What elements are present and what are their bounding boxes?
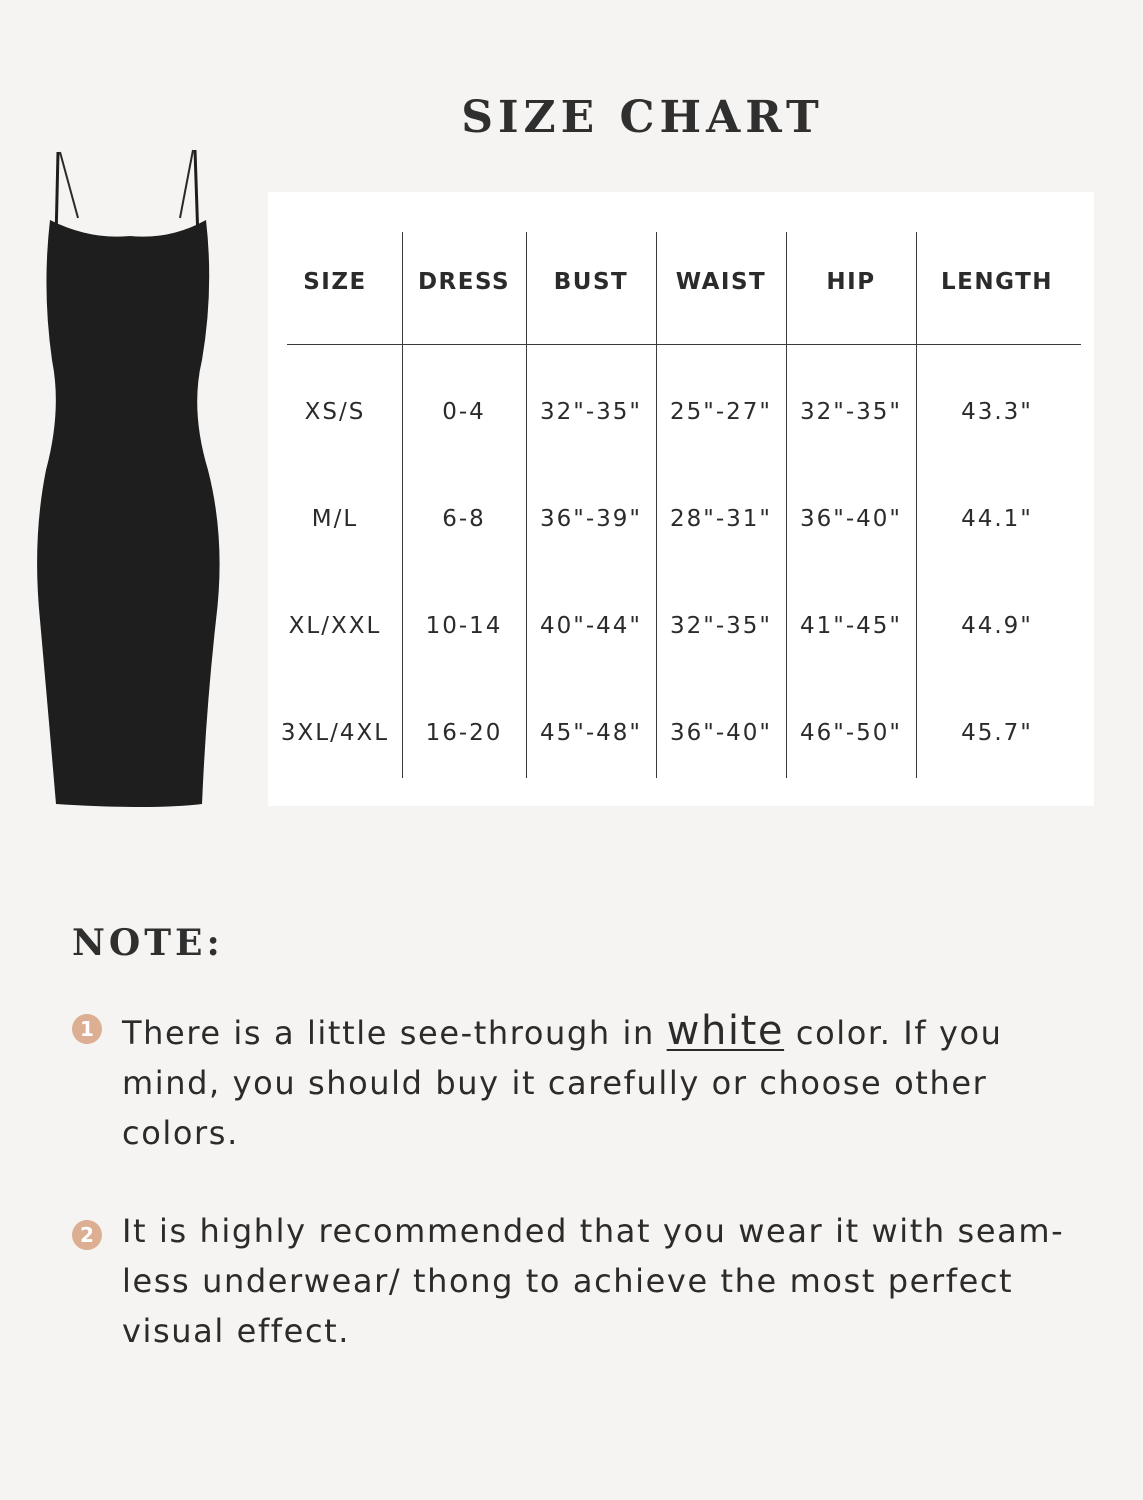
note-title: NOTE: — [72, 922, 224, 964]
cell-bust: 45"-48" — [540, 720, 642, 746]
cell-hip: 41"-45" — [800, 613, 902, 639]
cell-length: 44.9" — [961, 613, 1033, 639]
cell-size: 3XL/4XL — [280, 720, 390, 746]
cell-size: M/L — [311, 506, 359, 532]
cell-bust: 40"-44" — [540, 613, 642, 639]
cell-waist: 28"-31" — [670, 506, 772, 532]
header-size: SIZE — [303, 269, 367, 295]
cell-hip: 36"-40" — [800, 506, 902, 532]
table-header-row — [268, 252, 1094, 312]
cell-dress: 10-14 — [425, 613, 503, 639]
header-dress: DRESS — [417, 269, 511, 295]
table-row — [268, 489, 1094, 549]
cell-dress: 6-8 — [442, 506, 486, 532]
cell-dress: 16-20 — [425, 720, 503, 746]
cell-length: 44.1" — [961, 506, 1033, 532]
page-title: SIZE CHART — [461, 92, 824, 143]
header-divider — [287, 344, 1081, 345]
dress-image — [30, 140, 240, 820]
header-bust: BUST — [553, 269, 629, 295]
header-length: LENGTH — [940, 269, 1054, 295]
cell-length: 45.7" — [961, 720, 1033, 746]
header-hip: HIP — [826, 269, 876, 295]
cell-waist: 36"-40" — [670, 720, 772, 746]
cell-hip: 32"-35" — [800, 399, 902, 425]
cell-length: 43.3" — [961, 399, 1033, 425]
note-text-part: There is a little see-through in — [122, 1014, 667, 1052]
note-text: It is highly recommended that you wear it with seam-less underwear/ thong to achieve the most perfect visual effect. — [122, 1212, 1065, 1350]
cell-bust: 36"-39" — [540, 506, 642, 532]
table-row — [268, 596, 1094, 656]
cell-dress: 0-4 — [442, 399, 486, 425]
header-waist: WAIST — [675, 269, 767, 295]
table-row — [268, 382, 1094, 442]
cell-waist: 32"-35" — [670, 613, 772, 639]
note-text-part: color. If you mind, you should buy it carefully or choose other colors. — [122, 1014, 1003, 1152]
cell-size: XL/XXL — [288, 613, 382, 639]
cell-bust: 32"-35" — [540, 399, 642, 425]
size-chart-table — [268, 192, 1094, 806]
cell-hip: 46"-50" — [800, 720, 902, 746]
cell-waist: 25"-27" — [670, 399, 772, 425]
number-badge: 1 — [72, 1014, 102, 1044]
table-row — [268, 703, 1094, 763]
note-text — [122, 1006, 1082, 1158]
highlight-word: white — [666, 1008, 785, 1054]
cell-size: XS/S — [304, 399, 366, 425]
number-badge: 2 — [72, 1220, 102, 1250]
